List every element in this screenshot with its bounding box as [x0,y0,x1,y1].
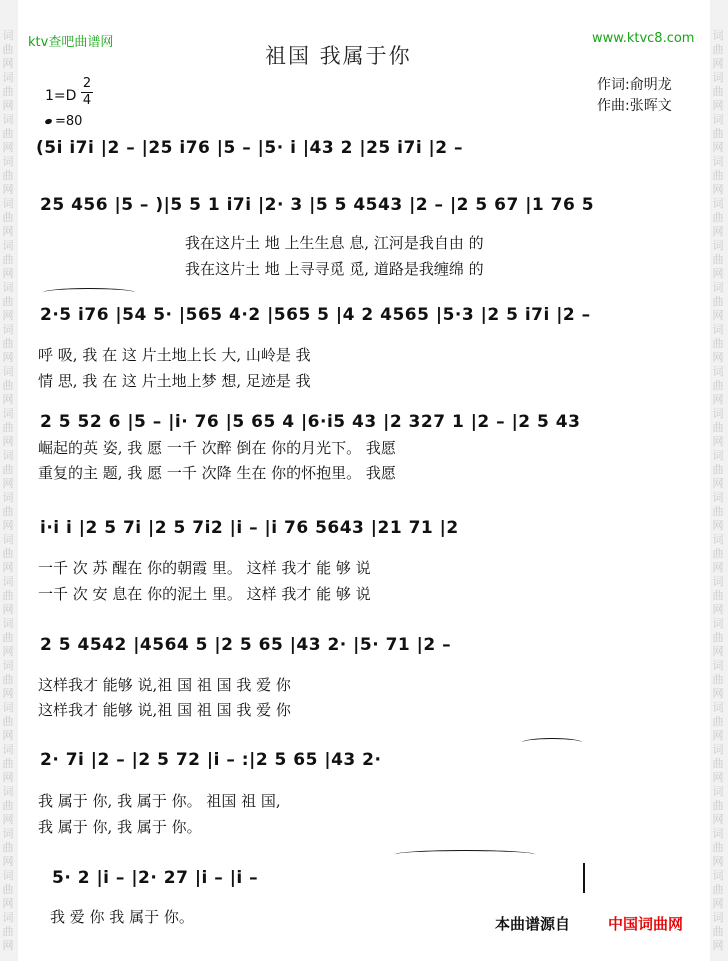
watermark-char: 词 [2,911,14,924]
watermark-char: 词 [2,365,14,378]
watermark-char: 网 [712,141,724,154]
watermark-char: 网 [2,729,14,742]
composer: 作曲:张晖文 [597,98,672,114]
watermark-char: 曲 [712,757,724,770]
watermark-char: 词 [2,281,14,294]
watermark-char: 网 [712,183,724,196]
watermark-char: 曲 [712,127,724,140]
watermark-char: 曲 [712,841,724,854]
tempo-marking [45,114,82,129]
watermark-char: 词 [2,323,14,336]
time-top: 2 [82,76,92,91]
watermark-char: 网 [2,855,14,868]
watermark-char: 词 [2,827,14,840]
watermark-char: 词 [712,617,724,630]
notation-row-4: 2 5 52 6 |5 – |i· 76 |5 65 4 |6·i5 43 |2 327 1 |2 – |2 5 43 [40,412,581,432]
watermark-char: 曲 [2,43,14,56]
watermark-char: 词 [2,575,14,588]
watermark-char: 词 [712,197,724,210]
watermark-char: 曲 [2,799,14,812]
watermark-char: 曲 [712,463,724,476]
watermark-char: 曲 [712,169,724,182]
watermark-char: 网 [2,645,14,658]
lyric-row-4-verse-1: 崛起的英 姿, 我 愿 一千 次醉 倒在 你的月光下。 我愿 [38,439,396,457]
lyric-row-6-verse-2: 这样我才 能够 说,祖 国 祖 国 我 爱 你 [38,701,291,719]
watermark-char: 网 [2,939,14,952]
lyric-row-5-verse-1: 一千 次 苏 醒在 你的朝霞 里。 这样 我才 能 够 说 [38,559,371,577]
watermark-char: 词 [2,407,14,420]
watermark-char: 网 [2,813,14,826]
watermark-char: 网 [2,267,14,280]
watermark-char: 曲 [2,631,14,644]
watermark-char: 曲 [2,211,14,224]
watermark-char: 网 [712,99,724,112]
watermark-char: 词 [712,911,724,924]
source-site: 中国词曲网 [608,915,684,933]
watermark-char: 词 [712,533,724,546]
watermark-char: 词 [2,29,14,42]
watermark-char: 词 [2,491,14,504]
lyric-row-7-verse-1: 我 属于 你, 我 属于 你。 祖国 祖 国, [38,792,281,810]
lyric-row-6-verse-1: 这样我才 能够 说,祖 国 祖 国 我 爱 你 [38,676,291,694]
watermark-char: 曲 [712,337,724,350]
watermark-char: 网 [2,351,14,364]
watermark-char: 词 [712,743,724,756]
watermark-char: 词 [712,239,724,252]
watermark-char: 网 [2,435,14,448]
lyric-row-4-verse-2: 重复的主 题, 我 愿 一千 次降 生在 你的怀抱里。 我愿 [38,464,396,482]
right-watermark-strip [710,0,728,961]
watermark-char: 曲 [2,589,14,602]
watermark-char: 曲 [712,211,724,224]
watermark-char: 词 [2,71,14,84]
watermark-char: 网 [712,813,724,826]
lyric-row-2-verse-1: 我在这片土 地 上生生息 息, 江河是我自由 的 [185,234,484,252]
watermark-char: 网 [712,561,724,574]
watermark-char: 词 [712,869,724,882]
watermark-char: 曲 [712,589,724,602]
watermark-char: 词 [712,155,724,168]
lyric-row-3-verse-2: 情 思, 我 在 这 片土地上梦 想, 足迹是 我 [38,372,311,390]
lyric-row-2-verse-2: 我在这片土 地 上寻寻觅 觅, 道路是我缠绵 的 [185,260,484,278]
watermark-char: 词 [2,869,14,882]
watermark-char: 网 [2,141,14,154]
notation-row-5: i·i i |2 5 7i |2 5 7i2 |i – |i 76 5643 |21 71 |2 [40,518,459,538]
watermark-char: 曲 [2,883,14,896]
watermark-char: 网 [712,771,724,784]
watermark-char: 曲 [712,883,724,896]
watermark-char: 词 [2,197,14,210]
watermark-char: 词 [712,365,724,378]
notation-row-6: 2 5 4542 |4564 5 |2 5 65 |43 2· |5· 71 |2 – [40,635,452,655]
watermark-char: 网 [2,57,14,70]
slur-mark [43,288,135,297]
watermark-char: 曲 [712,715,724,728]
watermark-char: 网 [712,225,724,238]
time-bottom: 4 [82,93,92,108]
watermark-char: 网 [2,897,14,910]
watermark-char: 词 [712,827,724,840]
watermark-char: 网 [712,351,724,364]
site-name-left: ktv查吧曲谱网 [28,35,114,50]
watermark-char: 曲 [712,253,724,266]
watermark-char: 网 [2,309,14,322]
watermark-char: 词 [2,701,14,714]
watermark-char: 词 [712,113,724,126]
watermark-char: 曲 [2,463,14,476]
watermark-char: 词 [712,29,724,42]
watermark-char: 网 [712,519,724,532]
tempo-value: =80 [55,114,83,129]
watermark-char: 网 [2,603,14,616]
site-url-right: www.ktvc8.com [592,31,695,46]
watermark-char: 网 [2,99,14,112]
watermark-char: 曲 [2,127,14,140]
watermark-char: 词 [712,71,724,84]
watermark-char: 曲 [2,673,14,686]
watermark-char: 曲 [2,379,14,392]
watermark-char: 曲 [2,757,14,770]
quarter-note-icon [44,118,52,125]
watermark-char: 曲 [2,253,14,266]
watermark-char: 词 [2,785,14,798]
watermark-char: 曲 [2,841,14,854]
watermark-char: 网 [712,603,724,616]
notation-row-2: 25 456 |5 – )|5 5 1 i7i |2· 3 |5 5 4543 |2 – |2 5 67 |1 76 5 [40,195,595,215]
watermark-char: 曲 [712,421,724,434]
watermark-char: 网 [712,897,724,910]
left-watermark-strip [0,0,18,961]
watermark-char: 曲 [2,715,14,728]
watermark-char: 词 [2,113,14,126]
watermark-char: 词 [2,743,14,756]
notation-row-8: 5· 2 |i – |2· 27 |i – |i – [52,868,259,888]
watermark-char: 网 [712,57,724,70]
lyric-row-3-verse-1: 呼 吸, 我 在 这 片土地上长 大, 山岭是 我 [38,346,311,364]
watermark-char: 网 [2,183,14,196]
slur-mark [522,738,582,747]
watermark-char: 词 [712,491,724,504]
lyric-row-5-verse-2: 一千 次 安 息在 你的泥土 里。 这样 我才 能 够 说 [38,585,371,603]
watermark-char: 网 [712,729,724,742]
lyric-row-7-verse-2: 我 属于 你, 我 属于 你。 [38,818,202,836]
notation-row-3: 2·5 i76 |54 5· |565 4·2 |565 5 |4 2 4565 |5·3 |2 5 i7i |2 – [40,305,591,325]
slur-mark [395,850,535,859]
watermark-char: 词 [712,323,724,336]
watermark-char: 曲 [712,85,724,98]
watermark-char: 网 [2,561,14,574]
watermark-char: 网 [2,225,14,238]
watermark-char: 曲 [712,673,724,686]
watermark-char: 曲 [2,85,14,98]
watermark-char: 词 [712,659,724,672]
lyric-row-8: 我 爱 你 我 属于 你。 [50,908,194,926]
watermark-char: 曲 [2,547,14,560]
watermark-char: 曲 [2,337,14,350]
watermark-char: 网 [712,477,724,490]
watermark-char: 词 [712,281,724,294]
time-signature [80,76,94,109]
watermark-char: 网 [2,687,14,700]
watermark-char: 曲 [712,295,724,308]
watermark-char: 词 [2,659,14,672]
watermark-char: 网 [2,771,14,784]
watermark-char: 曲 [712,925,724,938]
watermark-char: 网 [2,519,14,532]
watermark-char: 网 [2,477,14,490]
watermark-char: 曲 [712,799,724,812]
credits [597,75,672,117]
watermark-char: 网 [712,645,724,658]
watermark-char: 词 [2,239,14,252]
watermark-char: 网 [712,855,724,868]
watermark-char: 网 [712,939,724,952]
watermark-char: 词 [2,533,14,546]
watermark-char: 网 [2,393,14,406]
watermark-char: 曲 [2,421,14,434]
notation-row-7: 2· 7i |2 – |2 5 72 |i – :|2 5 65 |43 2· [40,750,382,770]
watermark-char: 网 [712,309,724,322]
watermark-char: 词 [712,701,724,714]
watermark-char: 曲 [712,43,724,56]
watermark-char: 曲 [712,505,724,518]
source-label: 本曲谱源自 [495,915,571,933]
watermark-char: 词 [712,575,724,588]
watermark-char: 词 [2,155,14,168]
watermark-char: 网 [712,687,724,700]
watermark-char: 词 [712,407,724,420]
notation-row-1: (5i i7i |2 – |25 i76 |5 – |5· i |43 2 |25 i7i |2 – [36,138,464,158]
watermark-char: 曲 [2,925,14,938]
watermark-char: 曲 [2,169,14,182]
watermark-char: 网 [712,393,724,406]
lyricist: 作词:俞明龙 [597,77,672,93]
watermark-char: 网 [712,267,724,280]
watermark-char: 曲 [2,505,14,518]
key-signature: 1=D [45,88,77,104]
watermark-char: 曲 [712,631,724,644]
watermark-char: 网 [712,435,724,448]
watermark-char: 曲 [2,295,14,308]
watermark-char: 词 [2,449,14,462]
final-barline [583,863,585,893]
watermark-char: 曲 [712,379,724,392]
watermark-char: 曲 [712,547,724,560]
watermark-char: 词 [2,617,14,630]
watermark-char: 词 [712,449,724,462]
song-title: 祖国 我属于你 [265,44,412,68]
watermark-char: 词 [712,785,724,798]
